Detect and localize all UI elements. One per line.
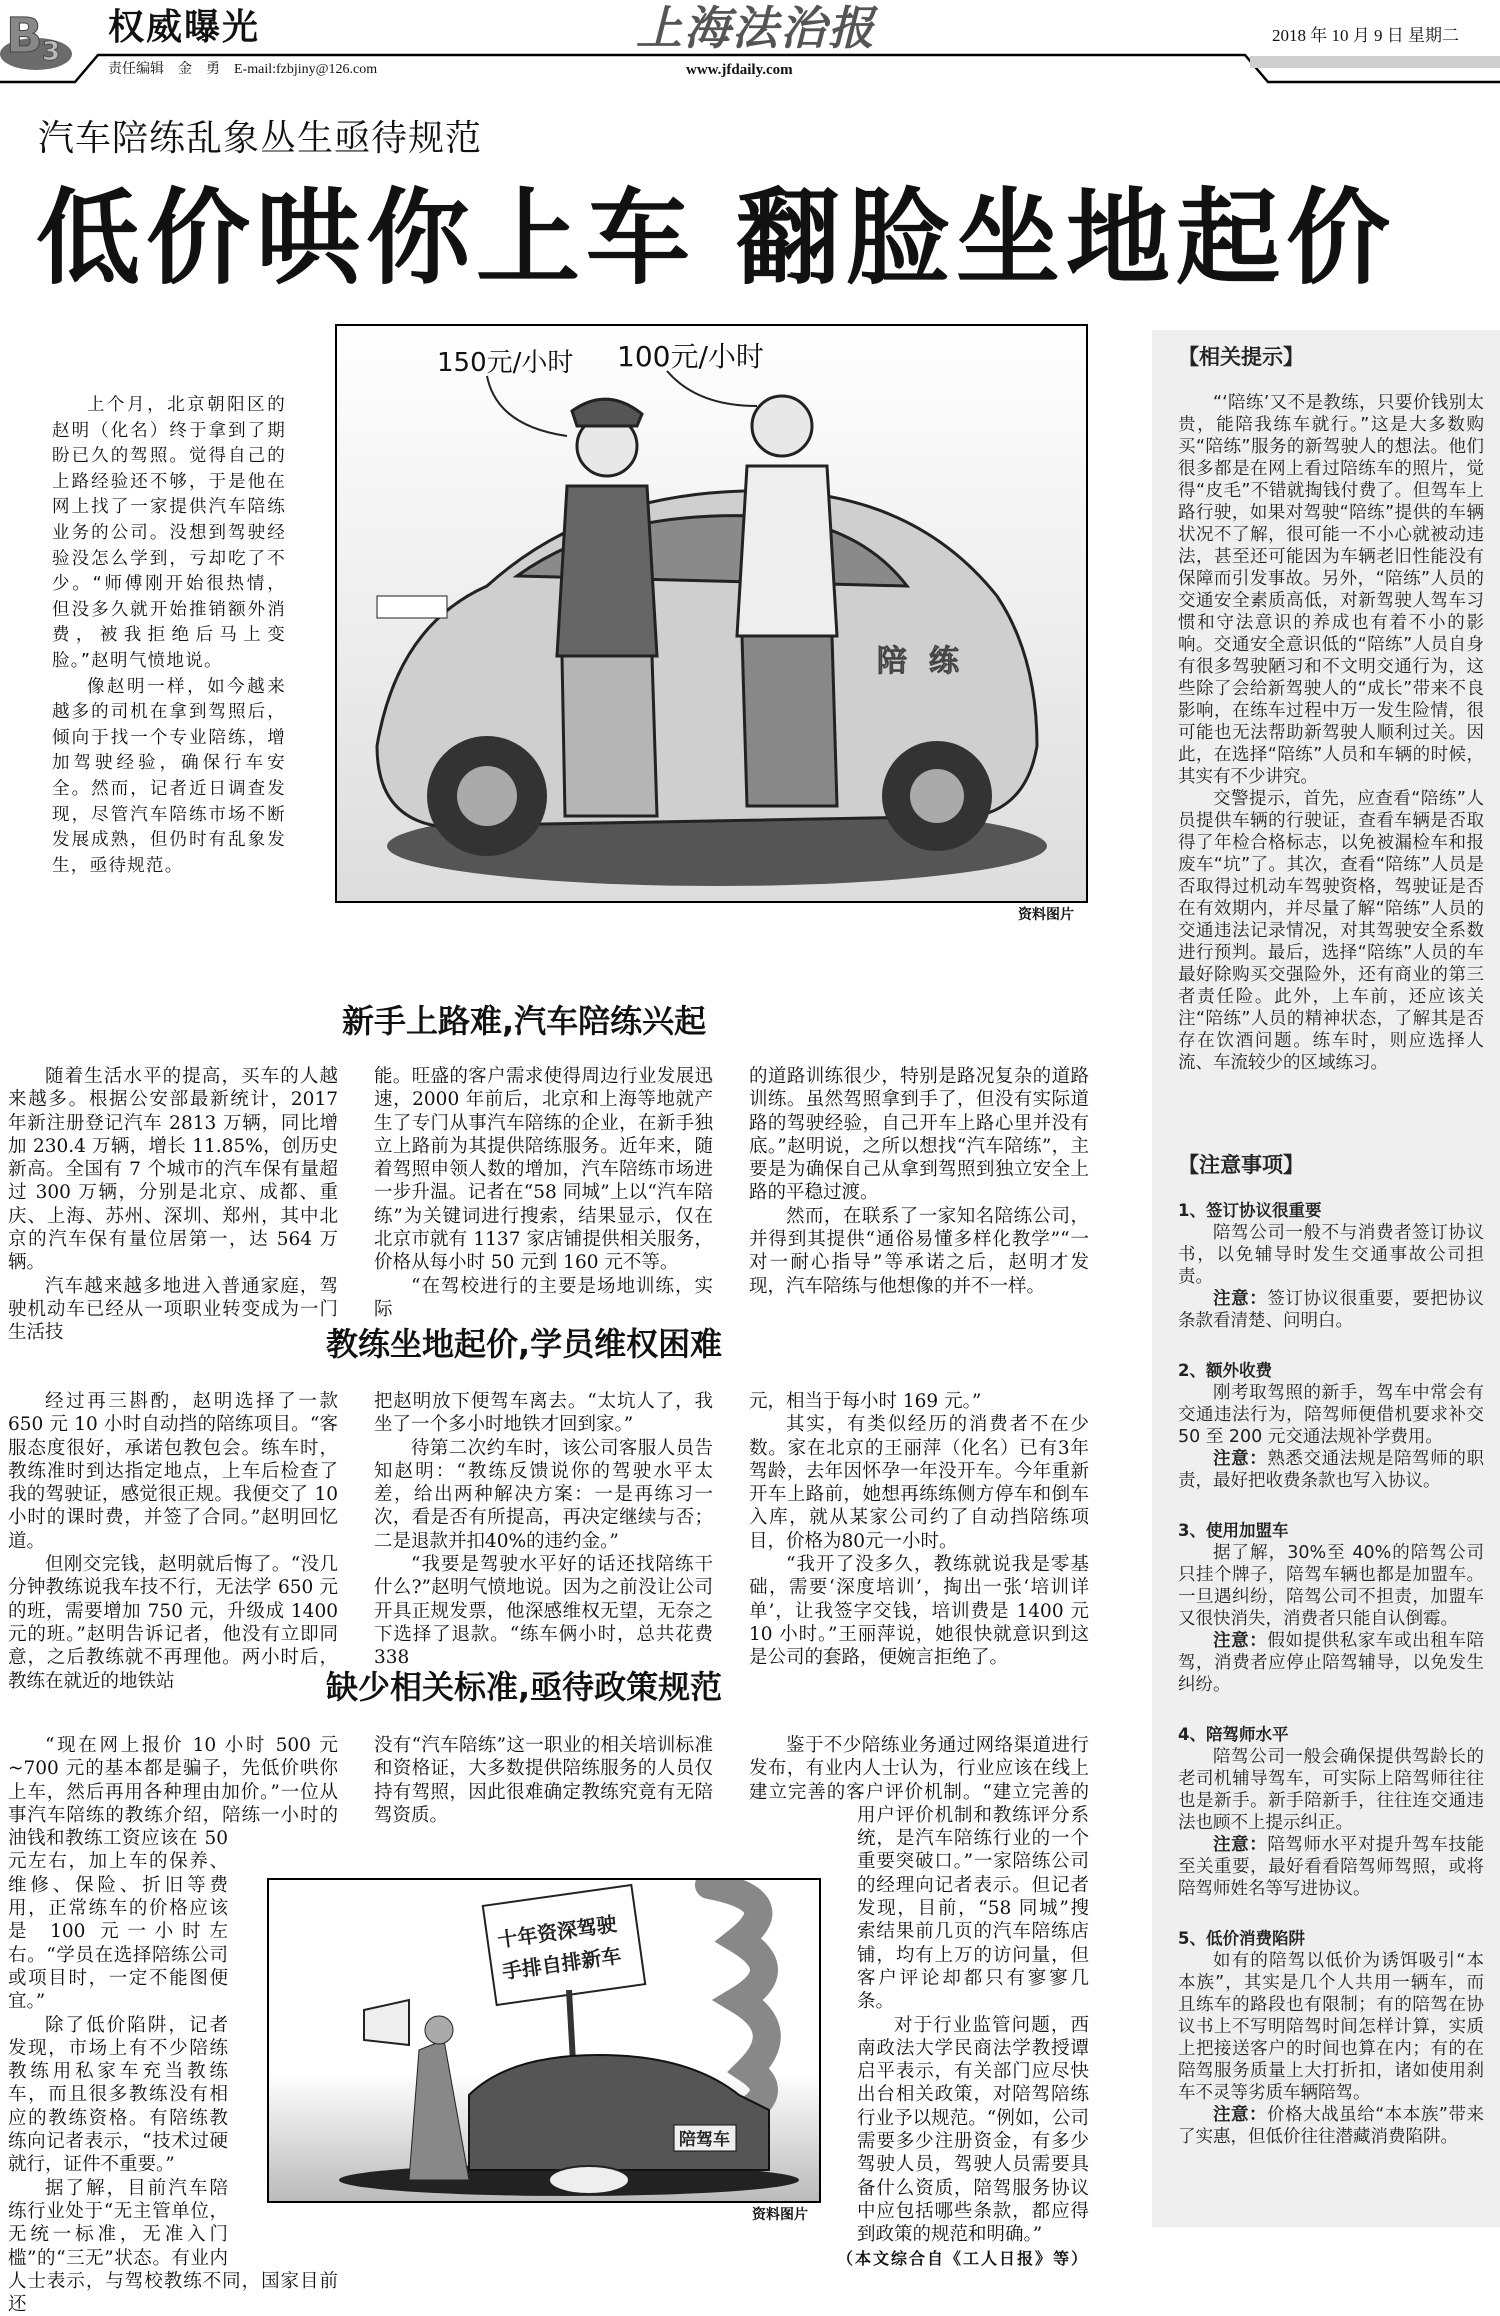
body-paragraph: 除了低价陷阱，记者发现，市场上有不少陪练教练用私家车充当教练车，而且很多教练没有相应的教练资格。有陪练教练向记者表示，“技术过硬就行，证件不重要。”	[8, 2014, 228, 2176]
svg-text:3: 3	[42, 37, 61, 67]
body-paragraph: 其实，有类似经历的消费者不在少数。家在北京的王丽萍（化名）已有3年驾龄，去年因怀孕一年没开车。今年重新开车上路前，她想再练练侧方停车和倒车入库，就从某家公司约了自动挡陪练项目，价格为80元一小时。	[749, 1414, 1089, 1552]
note-item-caution	[1178, 1448, 1484, 1492]
section-heading: 教练坐地起价,学员维权困难	[326, 1325, 723, 1363]
lead-paragraph: 像赵明一样，如今越来越多的司机在拿到驾照后，倾向于找一个专业陪练，增加驾驶经验，确保行车安全。然而，记者近日调查发现，尽管汽车陪练市场不断发展成熟，但仍时有乱象发生，亟待规范。	[52, 676, 286, 876]
caution-text: 熟悉交通法规是陪驾师的职责，最好把收费条款也写入协议。	[1178, 1449, 1485, 1491]
notes-list	[1178, 1200, 1484, 2148]
note-item-caution	[1178, 1288, 1484, 1332]
body-paragraph: “我要是驾驶水平好的话还找陪练干什么?”赵明气愤地说。因为之前没让公司开具正规发票，他深感维权无望，无奈之下选择了退款。“练车俩小时，总共花费 338	[374, 1554, 713, 1669]
note-item	[1178, 1928, 1484, 2148]
caution-label: 注意：	[1213, 1631, 1268, 1651]
body-paragraph: 经过再三斟酌，赵明选择了一款 650 元 10 小时自动挡的陪练项目。“客服态度很好，承诺包教包会。练车时，教练准时到达指定地点，上车后检查了我的驾驶证，感觉很正规。我便交了 10 小时的课时费，并签了合同。”赵明回忆道。	[8, 1391, 338, 1552]
body-paragraph: 能。旺盛的客户需求使得周边行业发展迅速，2000 年前后，北京和上海等地就产生了专门从事汽车陪练的企业，在新手独立上路前为其提供陪练服务。近年来，随着驾照申领人数的增加，汽车陪练市场进一步升温。记者在“58 同城”上以“汽车陪练”为关键词进行搜索，结果显示，仅在北京市就有 1137 家店铺提供相关服务，价格从每小时 50 元到 160 元不等。	[374, 1066, 713, 1274]
headline-part-1: 低价哄你上车	[36, 177, 697, 299]
text-column	[749, 1390, 1089, 1670]
note-item-caution	[1178, 2104, 1484, 2148]
source-credit: （本文综合自《工人日报》等）	[836, 2248, 1089, 2268]
sign-text-line-1: 十年资深驾驶	[496, 1911, 619, 1953]
body-paragraph: “我开了没多久，教练就说我是零基础，需要‘深度培训’，掏出一张‘培训详单’，让我签字交钱，培训费是 1400 元 10 小时。”王丽萍说，她很快就意识到这是公司的套路，便婉言拒绝了。	[749, 1554, 1089, 1669]
caution-text: 陪驾师水平对提升驾车技能至关重要，最好看看陪驾师驾照，或将陪驾师姓名等写进协议。	[1178, 1835, 1485, 1899]
caution-label: 注意：	[1213, 1835, 1268, 1855]
related-paragraph: 交警提示，首先，应查看“陪练”人员提供车辆的行驶证，查看车辆是否取得了年检合格标志，以免被漏检车和报废车“坑”了。其次，查看“陪练”人员是否取得过机动车驾驶资格，驾驶证是否在有效期内，并尽量了解“陪练”人员的交通违法记录情况，对其驾驶安全系数进行预判。最后，选择“陪练”人员的车最好除购买交强险外，还有商业的第三者责任险。此外，上车前，还应该关注“陪练”人员的精神状态，了解其是否存在饮酒问题。练车时，则应选择人流、车流较少的区域练习。	[1178, 789, 1484, 1073]
image-caption: 资料图片	[752, 2207, 808, 2223]
body-paragraph: 没有“汽车陪练”这一职业的相关培训标准和资格证，大多数提供陪练服务的人员仅持有驾照，因此很难确定教练究竟有无陪驾资质。	[374, 1735, 713, 1826]
website-link[interactable]: www.jfdaily.com	[686, 62, 793, 78]
text-column	[8, 1390, 338, 1693]
lead-paragraph: 上个月，北京朝阳区的赵明（化名）终于拿到了期盼已久的驾照。觉得自己的上路经验还不够，于是他在网上找了一家提供汽车陪练业务的公司。没想到驾驶经验没怎么学到，亏却吃了不少。“师傅刚开始很热情，但没多久就开始推销额外消费，被我拒绝后马上变脸。”赵明气愤地说。	[52, 395, 286, 671]
caution-label: 注意：	[1213, 2105, 1268, 2125]
related-tips-title: 【相关提示】	[1178, 345, 1304, 369]
sign-text-line-2: 手排自排新车	[500, 1943, 623, 1984]
note-item	[1178, 1360, 1484, 1492]
note-item-body: 如有的陪驾以低价为诱饵吸引“本本族”，其实是几个人共用一辆车，而且练车的路段也有限制；有的陪驾在协议书上不写明陪驾时间怎样计算，实质上把接送客户的时间也算在内；有的在陪驾服务质量上大打折扣，诸如使用刹车不灵等劣质车辆陪驾。	[1178, 1951, 1484, 2103]
image-caption: 资料图片	[1018, 907, 1074, 923]
note-item-caution	[1178, 1834, 1484, 1900]
text-column	[749, 1065, 1089, 1298]
note-item-title: 5、低价消费陷阱	[1178, 1929, 1305, 1948]
section-heading: 缺少相关标准,亟待政策规范	[326, 1668, 723, 1706]
sidebar-box	[1152, 330, 1500, 2227]
note-item-title: 2、额外收费	[1178, 1361, 1272, 1380]
note-item-title: 3、使用加盟车	[1178, 1521, 1289, 1540]
caution-text: 假如提供私家车或出租车陪驾，消费者应停止陪驾辅导，以免发生纠纷。	[1178, 1631, 1485, 1695]
issue-date: 2018 年 10 月 9 日 星期二	[1272, 26, 1459, 45]
article-lead	[52, 393, 286, 879]
body-paragraph: 待第二次约车时，该公司客服人员告知赵明：“教练反馈说你的驾驶水平太差，给出两种解决方案：一是再练习一次，看是否有所提高，再决定继续与否；二是退款并扣40%的违约金。”	[374, 1437, 713, 1552]
body-paragraph: 的道路训练很少，特别是路况复杂的道路训练。虽然驾照拿到手了，但没有实际道路的驾驶经验，自己开车上路心里并没有底。”赵明说，之所以想找“汽车陪练”，主要是为确保自己从拿到驾照到独立安全上路的平稳过渡。	[749, 1066, 1089, 1204]
body-paragraph: 对于行业监管问题，西南政法大学民商法学教授谭启平表示，有关部门应尽快出台相关政策，对陪驾陪练行业予以规范。“例如，公司需要多少注册资金，有多少驾驶人员，驾驶人员需要具备什么资质，陪驾服务协议中应包括哪些条款，都应得到政策的规范和明确。”	[857, 2014, 1089, 2246]
caution-text: 价格大战虽给“本本族”带来了实惠，但低价往往潜藏消费陷阱。	[1178, 2105, 1484, 2147]
editor-credit: 责任编辑 金 勇 E-mail:fzbjiny@126.com	[108, 62, 378, 77]
note-item-body: 陪驾公司一般会确保提供驾龄长的老司机辅导驾车，可实际上陪驾师往往也是新手。新手陪新手，往往连交通违法也顾不上提示纠正。	[1178, 1747, 1484, 1833]
cartoon-broken-coaching-car	[267, 1878, 821, 2203]
body-paragraph: 随着生活水平的提高，买车的人越来越多。根据公安部最新统计，2017 年新注册登记汽车 2813 万辆，同比增加 230.4 万辆，增长 11.85%，创历史新高。全国有 7 个城市的汽车保有量超过 300 万辆，分别是北京、成都、重庆、上海、苏州、深圳、郑州，其中北京的汽车保有量位居第一，达 564 万辆。	[8, 1066, 338, 1274]
body-paragraph: 把赵明放下便驾车离去。“太坑人了，我坐了一个多小时地铁才回到家。”	[374, 1391, 713, 1436]
car-label: 陪练	[877, 644, 981, 679]
note-item	[1178, 1520, 1484, 1696]
plate-text: 陪驾车	[679, 2130, 730, 2150]
text-column	[374, 1390, 713, 1670]
article-headline	[36, 177, 1397, 299]
svg-text:B: B	[6, 8, 43, 64]
cartoon-car-coaching	[335, 324, 1088, 903]
note-item-body: 刚考取驾照的新手，驾车中常会有交通违法行为，陪驾师便借机要求补交 50 至 200 元交通法规补学费用。	[1178, 1383, 1484, 1447]
headline-part-2: 翻脸坐地起价	[736, 177, 1397, 299]
body-paragraph: “现在网上报价 10 小时 500 元 ~700 元的基本都是骗子，先低价哄你上车，然后再用各种理由加价。”一位从事汽车陪练的教练介绍，陪练一小时的油钱和教练工资应该在 50 元左右，加上车的保养、维修、保险、折旧等费用，正常练车的价格应该是 100 元一小时左右。“学员在选择陪练公司或项目时，一定不能图便宜。”	[8, 1735, 338, 2013]
notes-title: 【注意事项】	[1178, 1153, 1304, 1177]
caution-label: 注意：	[1213, 1449, 1268, 1469]
body-paragraph: 据了解，目前汽车陪练行业处于“无主管单位，无统一标准，无准入门槛”的“三无”状态。有业内人士表示，与驾校教练不同，国家目前还	[8, 2177, 338, 2316]
caution-text: 签订协议很重要，要把协议条款看清楚、问明白。	[1178, 1289, 1485, 1331]
caution-label: 注意：	[1213, 1289, 1268, 1309]
body-paragraph: 元，相当于每小时 169 元。”	[749, 1391, 982, 1412]
note-item-caution	[1178, 1630, 1484, 1696]
note-item	[1178, 1724, 1484, 1900]
body-paragraph: 汽车越来越多地进入普通家庭，驾驶机动车已经从一项职业转变成为一门生活技	[8, 1275, 338, 1344]
body-paragraph: 然而，在联系了一家知名陪练公司，并得到其提供“通俗易懂多样化教学”“一对一耐心指导”等承诺之后，赵明才发现，汽车陪练与他想像的并不一样。	[749, 1205, 1089, 1297]
note-item-title: 4、陪驾师水平	[1178, 1725, 1289, 1744]
note-item-body: 据了解，30%至 40%的陪驾公司只挂个牌子，陪驾车辆也都是加盟车。一旦遇纠纷，陪驾公司不担责，加盟车又很快消失，消费者只能自认倒霉。	[1178, 1543, 1484, 1629]
body-paragraph: 但刚交完钱，赵明就后悔了。“没几分钟教练说我车技不行，无法学 650 元的班，需要增加 750 元，升级成 1400 元的班。”赵明告诉记者，他没有立即同意，之后教练就不再理他。两小时后，教练在就近的地铁站	[8, 1554, 338, 1692]
section-name: 权威曝光	[108, 7, 261, 48]
section-heading: 新手上路难,汽车陪练兴起	[342, 1002, 707, 1040]
article-kicker: 汽车陪练乱象丛生亟待规范	[38, 118, 483, 159]
body-paragraph: 鉴于不少陪练业务通过网络渠道进行发布，有业内人士认为，行业应该在线上建立完善的客户评价机制。“建立完善的用户评价机制和教练评分系统，是汽车陪练行业的一个重要突破口。”一家陪练公司的经理向记者表示。但记者发现，目前，“58 同城”搜索结果前几页的汽车陪练店铺，均有上万的访问量，但客户评论却都只有寥寥几条。	[749, 1735, 1089, 2013]
price-label-left: 150元/小时	[437, 348, 574, 378]
text-column	[374, 1065, 713, 1321]
note-item-title: 1、签订协议很重要	[1178, 1201, 1322, 1220]
note-item	[1178, 1200, 1484, 1332]
price-label-right: 100元/小时	[617, 340, 764, 373]
newspaper-masthead: 上海法治报	[636, 1, 876, 55]
text-column	[8, 1065, 338, 1345]
note-item-body: 陪驾公司一般不与消费者签订协议书，以免辅导时发生交通事故公司担责。	[1178, 1223, 1484, 1287]
text-column	[374, 1734, 713, 1827]
related-paragraph: “‘陪练’又不是教练，只要价钱别太贵，能陪我练车就行。”这是大多数购买“陪练”服务的新驾驶人的想法。他们很多都是在网上看过陪练车的照片，觉得“皮毛”不错就掏钱付费了。但驾车上路行驶，如果对驾驶“陪练”提供的车辆状况不了解，很可能一不小心就被动违法，甚至还可能因为车辆老旧性能没有保障而引发事故。另外，“陪练”人员的交通安全素质高低，对新驾驶人驾车习惯和守法意识的养成也有着不小的影响。交通安全意识低的“陪练”人员自身有很多驾驶陋习和不文明交通行为，这些除了会给新驾驶人的“成长”带来不良影响，在练车过程中万一发生险情，很可能也无法帮助新驾驶人顺利过关。因此，在选择“陪练”人员和车辆的时候，其实有不少讲究。	[1178, 393, 1484, 787]
body-paragraph: “在驾校进行的主要是场地训练，实际	[374, 1275, 713, 1320]
